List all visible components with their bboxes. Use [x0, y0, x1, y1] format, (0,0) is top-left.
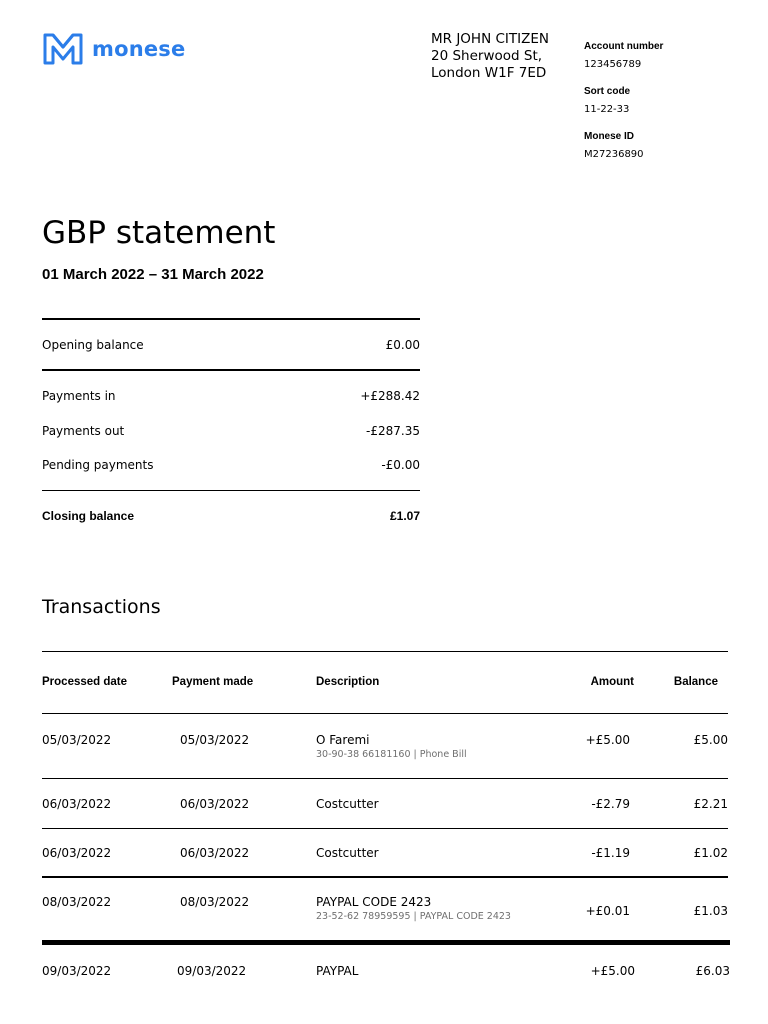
divider	[42, 651, 728, 652]
column-header-balance: Balance	[673, 676, 718, 688]
amount: +£0.01	[585, 904, 630, 918]
description: Costcutter	[316, 846, 379, 860]
amount: -£1.19	[591, 846, 630, 860]
statement-period: 01 March 2022 – 31 March 2022	[42, 266, 264, 283]
account-details	[584, 41, 754, 176]
payments-out-row	[42, 424, 420, 438]
closing-balance-row	[42, 509, 420, 523]
payments-in-label: Payments in	[42, 389, 116, 403]
payment-date: 06/03/2022	[180, 797, 250, 811]
divider	[42, 778, 728, 779]
description: Costcutter	[316, 797, 379, 811]
amount: +£5.00	[590, 964, 635, 978]
payments-in-row	[42, 389, 420, 403]
balance: £1.02	[693, 846, 728, 860]
account-number-label: Account number	[584, 41, 664, 52]
divider	[42, 876, 728, 878]
description: PAYPAL	[316, 964, 359, 978]
address-line-2: London W1F 7ED	[431, 65, 547, 81]
divider	[42, 828, 728, 829]
closing-balance-label: Closing balance	[42, 509, 135, 523]
closing-balance-value: £1.07	[389, 509, 420, 523]
balance: £2.21	[693, 797, 728, 811]
balance: £5.00	[693, 733, 728, 747]
balance: £1.03	[693, 904, 728, 918]
transactions-heading: Transactions	[42, 596, 161, 618]
payments-out-label: Payments out	[42, 424, 125, 438]
payment-date: 09/03/2022	[177, 964, 247, 978]
customer-address	[431, 31, 549, 82]
monese-id-label: Monese ID	[584, 131, 635, 142]
payments-out-value: -£287.35	[366, 424, 420, 438]
sort-code-label: Sort code	[584, 86, 631, 97]
column-header-processed-date: Processed date	[42, 676, 128, 688]
description-detail: 30-90-38 66181160 | Phone Bill	[316, 749, 467, 760]
description-detail: 23-52-62 78959595 | PAYPAL CODE 2423	[316, 911, 511, 922]
divider	[42, 713, 728, 714]
description: PAYPAL CODE 2423	[316, 895, 432, 909]
column-header-payment-made: Payment made	[172, 676, 254, 688]
description: O Faremi	[316, 733, 370, 747]
processed-date: 09/03/2022	[42, 964, 112, 978]
processed-date: 06/03/2022	[42, 797, 112, 811]
opening-balance-value: £0.00	[385, 338, 420, 352]
balance: £6.03	[695, 964, 730, 978]
page-break-divider	[42, 940, 730, 945]
amount: -£2.79	[591, 797, 630, 811]
opening-balance-row	[42, 338, 420, 352]
divider	[42, 369, 420, 371]
monese-id: M27236890	[584, 149, 644, 160]
monese-logo-icon	[42, 31, 84, 67]
monese-logo	[42, 31, 192, 67]
processed-date: 08/03/2022	[42, 895, 112, 909]
column-header-amount: Amount	[590, 676, 634, 688]
amount: +£5.00	[585, 733, 630, 747]
column-header-description: Description	[316, 676, 380, 688]
sort-code: 11-22-33	[584, 104, 630, 115]
processed-date: 05/03/2022	[42, 733, 112, 747]
payment-date: 05/03/2022	[180, 733, 250, 747]
pending-payments-row	[42, 458, 420, 472]
brand-name: monese	[92, 37, 186, 61]
address-line-1: 20 Sherwood St,	[431, 48, 543, 64]
payment-date: 06/03/2022	[180, 846, 250, 860]
payment-date: 08/03/2022	[180, 895, 250, 909]
payments-in-value: +£288.42	[360, 389, 420, 403]
divider	[42, 490, 420, 491]
divider	[42, 318, 420, 320]
pending-payments-label: Pending payments	[42, 458, 154, 472]
customer-name: MR JOHN CITIZEN	[431, 31, 549, 47]
statement-title: GBP statement	[42, 215, 276, 251]
opening-balance-label: Opening balance	[42, 338, 144, 352]
pending-payments-value: -£0.00	[381, 458, 420, 472]
processed-date: 06/03/2022	[42, 846, 112, 860]
account-number: 123456789	[584, 59, 642, 70]
